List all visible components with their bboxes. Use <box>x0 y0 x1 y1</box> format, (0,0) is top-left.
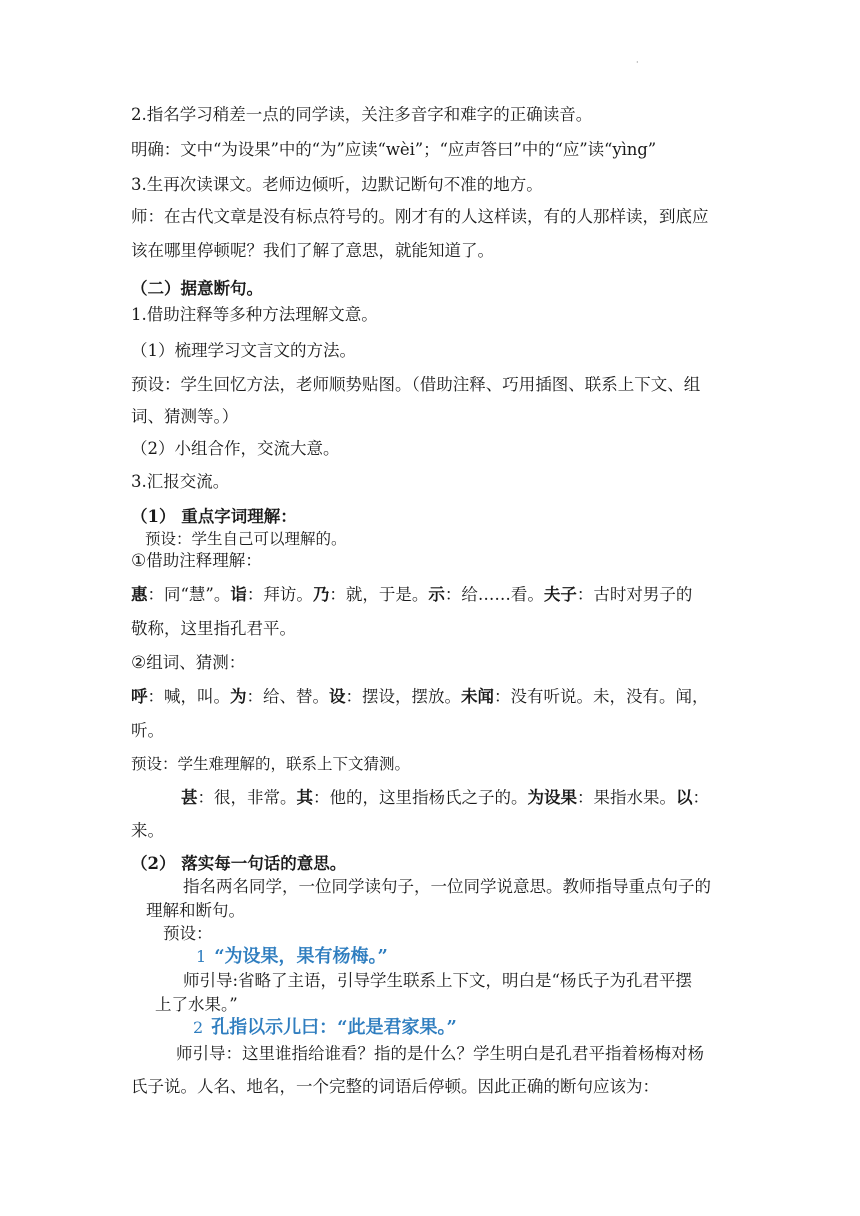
para-line: 氏子说。人名、地名，一个完整的词语后停顿。因此正确的断句应该为： <box>131 1077 659 1096</box>
sentence-number: 1 <box>196 947 207 966</box>
glossary-line <box>131 686 709 708</box>
glossary-term: 乃 <box>312 585 330 604</box>
glossary-def: ：摆设，摆放。 <box>345 687 461 706</box>
para-line: 来。 <box>131 821 164 840</box>
para-line: 词、猜测等。） <box>131 407 239 426</box>
page-dot: · <box>636 58 639 67</box>
glossary-def: ：给、替。 <box>246 687 329 706</box>
para-line: 指名两名同学，一位同学读句子，一位同学说意思。教师指导重点句子的 <box>183 877 711 896</box>
section-heading: （二）据意断句。 <box>131 279 263 298</box>
list-item-text: 组词、猜测： <box>146 653 246 672</box>
glossary-term: 为 <box>230 687 247 706</box>
para-line: 预设： <box>163 924 213 943</box>
glossary-term: 夫子 <box>543 585 577 604</box>
glossary-term: 呼 <box>131 687 148 706</box>
glossary-def: ：喊，叫。 <box>147 687 230 706</box>
para-line: 该在哪里停顿呢？我们了解了意思，就能知道了。 <box>131 241 494 260</box>
para-line: 明确：文中“为设果”中的“为”应读“wèi”；“应声答曰”中的“应”读“yìng” <box>131 140 657 159</box>
glossary-term: 惠 <box>131 585 148 604</box>
glossary-term: 示 <box>428 585 445 604</box>
para-line: 敬称，这里指孔君平。 <box>131 619 296 638</box>
para-line: 师：在古代文章是没有标点符号的。刚才有的人这样读，有的人那样读，到底应 <box>131 207 709 226</box>
glossary-def: ：很，非常。 <box>197 788 297 807</box>
glossary-term: 以 <box>676 788 693 807</box>
glossary-term: 甚 <box>181 788 198 807</box>
glossary-term: 诣 <box>230 585 247 604</box>
para-line: 师引导:省略了主语，引导学生联系上下文，明白是“杨氏子为孔君平摆 <box>183 971 692 990</box>
para-line: 3.生再次读课文。老师边倾听，边默记断句不准的地方。 <box>131 175 543 194</box>
para-line: 3.汇报交流。 <box>131 472 230 491</box>
para-line: 理解和断句。 <box>146 901 245 920</box>
list-item <box>131 550 262 572</box>
glossary-def: ：他的，这里指杨氏之子的。 <box>313 788 528 807</box>
para-line: 师引导：这里谁指给谁看？指的是什么？学生明白是孔君平指着杨梅对杨 <box>176 1044 704 1063</box>
para-line: 1.借助注释等多种方法理解文意。 <box>131 305 378 324</box>
para-line: 听。 <box>131 721 164 740</box>
glossary-line <box>181 787 709 809</box>
para-line: （2）小组合作，交流大意。 <box>131 439 340 458</box>
list-item <box>131 652 245 674</box>
glossary-def: ：就，于是。 <box>329 585 429 604</box>
para-line: 预设：学生自己可以理解的。 <box>145 530 347 548</box>
glossary-term: 为设果 <box>527 788 577 807</box>
example-sentence <box>196 945 388 969</box>
sentence-text: 孔指以示儿曰：“此是君家果。” <box>211 1017 457 1038</box>
glossary-def: ： <box>692 788 709 807</box>
para-line: 上了水果。” <box>155 995 238 1014</box>
glossary-def: ：拜访。 <box>246 585 313 604</box>
sentence-number: 2 <box>193 1018 204 1037</box>
glossary-term: 未闻 <box>461 687 494 706</box>
circled-number: ② <box>131 653 147 673</box>
sub-heading: （2） 落实每一句话的意思。 <box>131 854 347 873</box>
glossary-line <box>131 584 692 606</box>
glossary-term: 其 <box>296 788 313 807</box>
glossary-def: ：同“慧”。 <box>147 585 231 604</box>
glossary-def: ：没有听说。未，没有。闻， <box>494 687 709 706</box>
glossary-def: ：果指水果。 <box>577 788 676 807</box>
example-sentence <box>193 1016 457 1040</box>
sub-heading: （1） 重点字词理解： <box>131 507 297 526</box>
glossary-def: ：古时对男子的 <box>576 585 693 604</box>
list-item-text: 借助注释理解： <box>146 551 262 570</box>
para-line: （1）梳理学习文言文的方法。 <box>131 341 356 360</box>
circled-number: ① <box>131 551 147 571</box>
para-line: 预设：学生回忆方法，老师顺势贴图。（借助注释、巧用插图、联系上下文、组 <box>131 375 701 394</box>
sentence-text: “为设果，果有杨梅。” <box>214 946 388 967</box>
glossary-def: ：给……看。 <box>444 585 544 604</box>
para-line: 预设：学生难理解的，联系上下文猜测。 <box>131 755 411 773</box>
para-line: 2.指名学习稍差一点的同学读，关注多音字和难字的正确读音。 <box>131 105 593 124</box>
glossary-term: 设 <box>329 687 346 706</box>
